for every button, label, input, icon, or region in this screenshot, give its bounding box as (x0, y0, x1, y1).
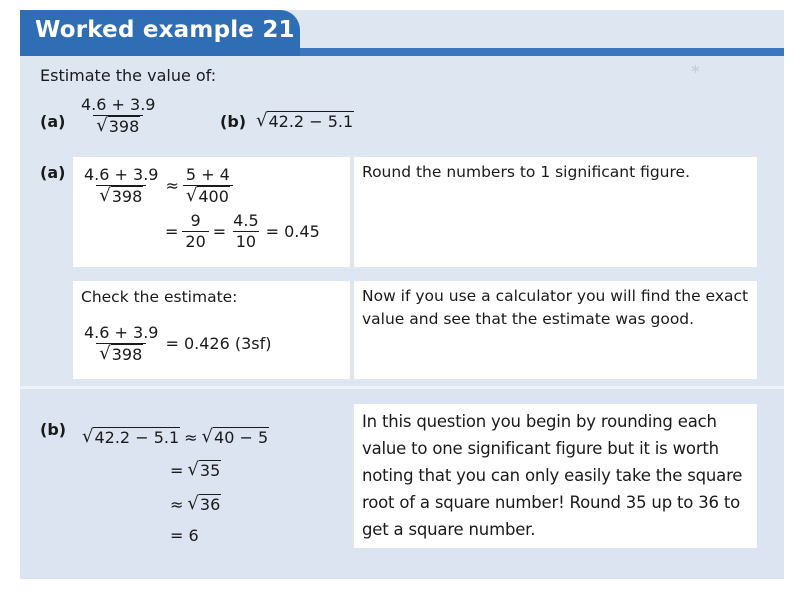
solution-b-line-3 (166, 494, 221, 514)
fraction-numerator: 4.5 (233, 211, 259, 230)
radicand: 398 (108, 117, 140, 136)
radicand: 42.2 − 5.1 (268, 112, 354, 131)
sqrt-symbol: √ (82, 426, 94, 447)
solution-a-line-2 (161, 211, 324, 252)
worked-example-title: Worked example 21 (35, 17, 295, 43)
check-note-box (354, 281, 757, 379)
fraction-numerator: 4.6 + 3.9 (84, 323, 159, 342)
solution-a-working-box (73, 157, 350, 267)
solution-b-line-2 (166, 460, 221, 480)
radicand: 398 (111, 187, 143, 206)
solution-a-label: (a) (40, 163, 66, 182)
sqrt-symbol: √ (185, 185, 198, 206)
sqrt-symbol: √ (99, 185, 111, 206)
solution-b-final: = 6 (170, 526, 199, 545)
fraction-denominator: 10 (233, 231, 259, 252)
check-working-box (73, 281, 350, 379)
sqrt-symbol: √ (96, 115, 108, 136)
solution-b-note: In this question you begin by rounding each value to one significant figure but it is worth noting that you can only easily take the square root of a square number! Round 35 up to 36 to get a square number. (362, 412, 743, 539)
sqrt-symbol: √ (201, 426, 214, 447)
radicand: 40 − 5 (214, 428, 269, 447)
sqrt-symbol: √ (187, 459, 199, 480)
approx-sign: ≈ (170, 494, 184, 514)
fraction-denominator: 20 (182, 231, 208, 252)
radicand: 36 (199, 495, 221, 514)
solution-b-label: (b) (40, 420, 67, 439)
fraction-numerator: 9 (190, 211, 201, 230)
solution-a-line-1 (81, 165, 233, 206)
question-part-a-expression (78, 95, 158, 136)
radicand: 42.2 − 5.1 (94, 428, 180, 447)
sqrt-symbol: √ (187, 493, 199, 514)
approx-sign: ≈ (184, 427, 198, 447)
radicand: 398 (111, 345, 143, 364)
sqrt-symbol: √ (256, 110, 268, 131)
question-part-b-label: (b) (220, 112, 247, 131)
check-note: Now if you use a calculator you will find the exact value and see that the estimate was good. (362, 287, 749, 328)
question-prompt: Estimate the value of: (40, 66, 217, 85)
check-heading: Check the estimate: (81, 288, 238, 306)
approx-sign: ≈ (165, 176, 179, 195)
solution-a-result: = 0.45 (265, 222, 320, 241)
solution-a-note: Round the numbers to 1 significant figure. (362, 163, 690, 181)
solution-b-line-1 (82, 427, 269, 447)
show-through-decoration: ∗ (690, 62, 701, 77)
header-strip (300, 48, 784, 56)
solution-a-note-box (354, 157, 757, 267)
fraction-numerator: 4.6 + 3.9 (84, 165, 159, 184)
question-part-a-label: (a) (40, 112, 66, 131)
question-part-b-expression (256, 111, 354, 131)
radicand: 35 (199, 461, 221, 480)
sqrt-symbol: √ (99, 343, 111, 364)
solution-b-note-box (354, 404, 757, 548)
fraction-numerator: 4.6 + 3.9 (81, 95, 156, 114)
equals-sign: = (170, 460, 184, 480)
fraction-numerator: 5 + 4 (185, 165, 230, 184)
equals-sign: = (165, 222, 179, 241)
radicand: 400 (198, 187, 229, 206)
equals-sign: = (212, 222, 227, 241)
check-result: = 0.426 (3sf) (165, 334, 272, 353)
header-tab (20, 10, 300, 56)
check-expression (81, 323, 275, 364)
